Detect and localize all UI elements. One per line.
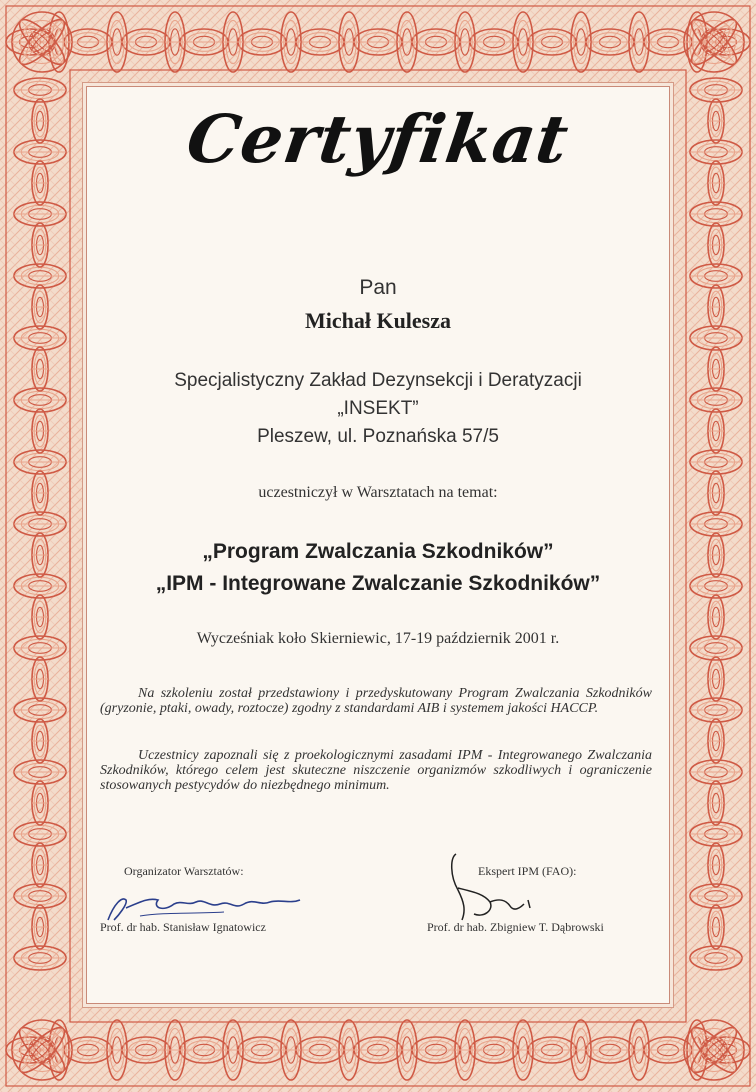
border-ornament <box>122 29 170 55</box>
event-place-date: Wycześniak koło Skierniewic, 17-19 październik 2001 r. <box>196 630 560 647</box>
expert-name: Prof. dr hab. Zbigniew T. Dąbrowski <box>427 920 604 934</box>
expert-signature <box>444 848 554 928</box>
salutation: Pan <box>359 276 397 299</box>
description-paragraph: Uczestnicy zapoznali się z proekologicznymi zasadami IPM - Integrowanego Zwalczania Szkodników, którego celem jest skuteczne niszczenie organizmów szkodliwych i ograniczenie stosowanych pestycydów do niezbędnego minimum. <box>100 748 652 793</box>
border-ornament <box>238 29 286 55</box>
border-ornament <box>32 657 48 701</box>
border-ornament <box>354 1037 402 1063</box>
organization-brand: „INSEKT” <box>337 398 419 419</box>
border-ornament <box>412 1037 460 1063</box>
organization-name: Specjalistyczny Zakład Dezynsekcji i Deratyzacji <box>174 370 582 391</box>
border-ornament <box>708 905 724 949</box>
border-ornament <box>238 1037 286 1063</box>
border-ornament <box>528 1037 576 1063</box>
recipient-name: Michał Kulesza <box>304 308 452 333</box>
border-ornament <box>180 29 228 55</box>
border-ornament <box>412 29 460 55</box>
participation-text: uczestniczył w Warsztatach na temat: <box>258 484 498 501</box>
border-ornament <box>470 29 518 55</box>
expert-label: Ekspert IPM (FAO): <box>478 864 577 878</box>
border-ornament <box>32 843 48 887</box>
border-ornament <box>528 29 576 55</box>
certificate-title: Certyfikat <box>182 100 574 178</box>
border-ornament <box>32 905 48 949</box>
border-ornament <box>586 29 634 55</box>
border-ornament <box>586 1037 634 1063</box>
organizer-name: Prof. dr hab. Stanisław Ignatowicz <box>100 920 266 934</box>
border-ornament <box>354 29 402 55</box>
description-paragraph: Na szkoleniu został przedstawiony i przedyskutowany Program Zwalczania Szkodników (gryzonie, ptaki, owady, roztocze) zgodny z standardami AIB i systemem jakości HACCP. <box>100 686 652 716</box>
workshop-topic: „Program Zwalczania Szkodników” <box>202 540 554 563</box>
border-ornament <box>32 781 48 825</box>
workshop-topic: „IPM - Integrowane Zwalczanie Szkodników” <box>155 572 601 595</box>
border-ornament <box>708 719 724 763</box>
border-ornament <box>708 781 724 825</box>
border-ornament <box>180 1037 228 1063</box>
organization-address: Pleszew, ul. Poznańska 57/5 <box>257 426 499 447</box>
border-ornament <box>32 223 48 267</box>
border-ornament <box>708 843 724 887</box>
border-ornament <box>32 719 48 763</box>
organizer-label: Organizator Warsztatów: <box>124 864 244 878</box>
border-ornament <box>470 1037 518 1063</box>
border-ornament <box>708 223 724 267</box>
border-ornament <box>296 1037 344 1063</box>
border-ornament <box>708 657 724 701</box>
border-ornament <box>296 29 344 55</box>
border-ornament <box>122 1037 170 1063</box>
